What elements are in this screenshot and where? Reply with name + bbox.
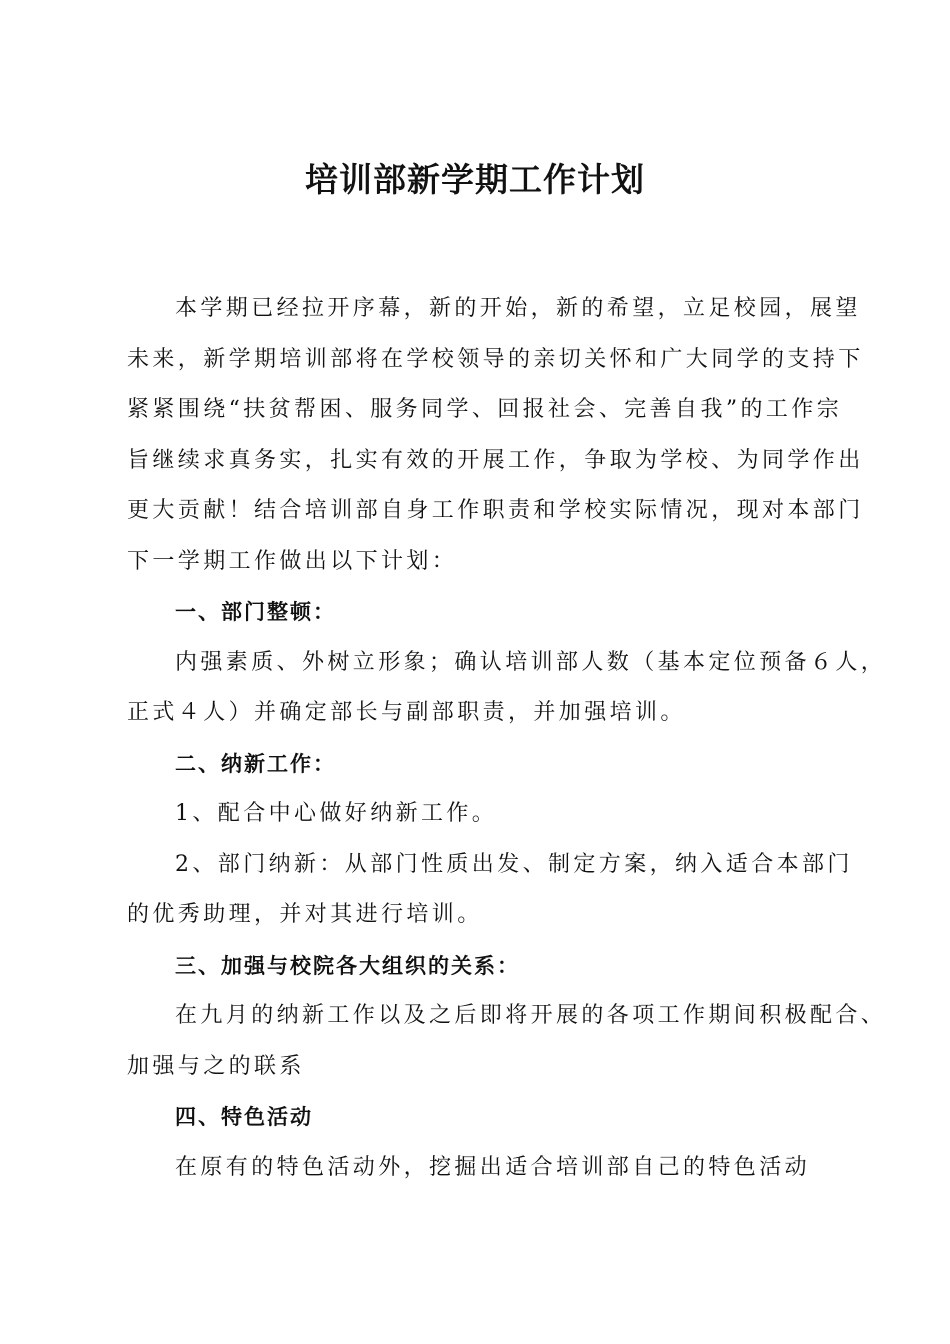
section-2-line: 2、部门纳新：从部门性质出发、制定方案，纳入适合本部门 (175, 851, 853, 877)
section-heading-4: 四、特色活动 (175, 1105, 313, 1129)
intro-line: 下一学期工作做出以下计划： (127, 548, 458, 574)
intro-line: 本学期已经拉开序幕，新的开始，新的希望，立足校园，展望 (175, 296, 861, 321)
section-2-line: 1、配合中心做好纳新工作。 (175, 801, 498, 826)
section-heading-2: 二、纳新工作： (175, 751, 336, 776)
section-heading-3: 三、加强与校院各大组织的关系： (175, 953, 520, 978)
document-body (127, 284, 887, 1193)
section-2-line: 的优秀助理，并对其进行培训。 (127, 902, 483, 927)
document-title: 培训部新学期工作计划 (305, 160, 645, 199)
section-4-line: 在原有的特色活动外，挖掘出适合培训部自己的特色活动 (175, 1154, 811, 1180)
section-heading-1: 一、部门整顿： (175, 600, 336, 624)
intro-line: 旨继续求真务实，扎实有效的开展工作，争取为学校、为同学作出 (127, 447, 864, 473)
section-3-line: 在九月的纳新工作以及之后即将开展的各项工作期间积极配合、 (175, 1003, 887, 1028)
intro-line: 更大贡献！结合培训部自身工作职责和学校实际情况，现对本部门 (127, 498, 864, 523)
intro-line: 紧紧围绕“扶贫帮困、服务同学、回报社会、完善自我”的工作宗 (127, 397, 843, 422)
intro-line: 未来，新学期培训部将在学校领导的亲切关怀和广大同学的支持下 (127, 346, 864, 372)
section-3-line: 加强与之的联系 (127, 1053, 305, 1079)
section-1-line: 内强素质、外树立形象；确认培训部人数（基本定位预备６人， (175, 649, 887, 675)
section-1-line: 正式４人）并确定部长与副部职责，并加强培训。 (127, 700, 686, 725)
